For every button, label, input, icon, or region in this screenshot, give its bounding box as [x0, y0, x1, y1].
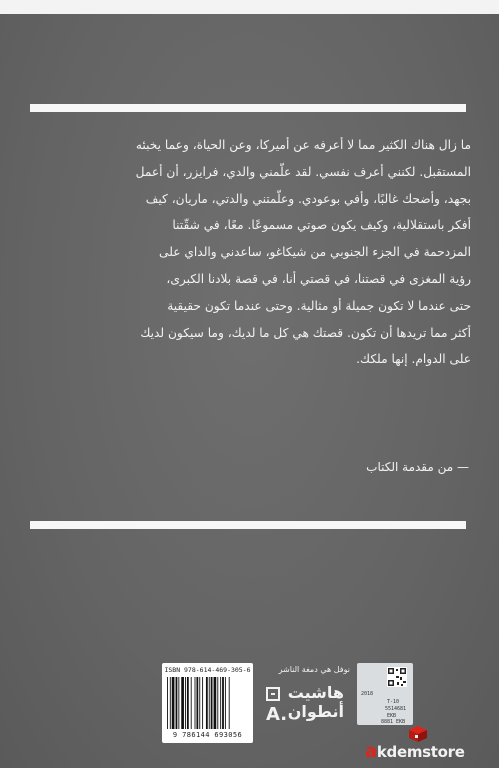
sticker-code-2: 5514681: [385, 706, 407, 712]
publisher-name-line1: هاشيت: [287, 683, 344, 702]
blurb-line: بجهد، وأضحك غالبًا، وأفي بوعودي. وعلّمتني والدتي، ماريان، كيف: [145, 191, 471, 206]
store-name: [365, 741, 465, 762]
publisher-h-icon: [266, 687, 280, 701]
publisher-name-line2: أنطوان: [287, 702, 344, 721]
sticker-year: 2018: [361, 691, 374, 697]
sticker-code-4: 8881 EKB: [381, 719, 406, 725]
blurb-line: المزدحمة في الجزء الجنوبي من شيكاغو، ساعدني والداي على: [159, 245, 471, 260]
store-cube-icon: [409, 726, 427, 742]
barcode-digits: 9 786144 693056: [172, 731, 243, 739]
blurb-source: — من مقدمة الكتاب: [366, 460, 469, 474]
top-edge: [0, 0, 499, 14]
blurb-line: حتى عندما لا تكون جميلة أو مثالية. وحتى عندما تكون حقيقية: [167, 298, 471, 313]
isbn-label: ISBN 978-614-469-305-6: [164, 666, 251, 674]
store-name-a: a: [365, 741, 377, 762]
store-name-rest: kdemstore: [376, 743, 465, 761]
store-watermark: [365, 740, 495, 762]
blurb-line: رؤية المغزى في قصتنا، في قصتي أنا، في قصة بلادنا الكبرى،: [166, 271, 471, 286]
barcode: [162, 663, 253, 743]
blurb-line: ما زال هناك الكثير مما لا أعرفه عن أميركا، وعن الحياة، وعما يخبئه: [135, 138, 471, 152]
sticker-code-3: EKB: [387, 713, 397, 719]
publisher-a-logo: A.: [266, 704, 288, 725]
blurb-line: على الدوام. إنها ملكك.: [356, 352, 471, 367]
blurb-text: [28, 132, 471, 373]
barcode-bars: [166, 677, 249, 729]
bottom-rule: [30, 521, 466, 529]
blurb-line: أكثر مما تريدها أن تكون. قصتك هي كل ما لديك، وما سيكون لديك: [140, 325, 471, 340]
publisher-logo: [262, 665, 354, 745]
sticker-code-1: T-10: [387, 699, 400, 705]
tax-sticker: [357, 663, 413, 725]
blurb-line: المستقبل. لكنني أعرف نفسي. لقد علّمني والدي، فرايزر، أن أعمل: [135, 164, 471, 179]
top-rule: [30, 104, 466, 112]
qr-code-icon: [387, 667, 407, 687]
publisher-tagline: نوفل هي دمغة الناشر: [278, 665, 350, 674]
blurb-line: أفكر باستقلالية، وكيف يكون صوتي مسموعًا. معًا، في شقّتنا: [172, 218, 471, 233]
